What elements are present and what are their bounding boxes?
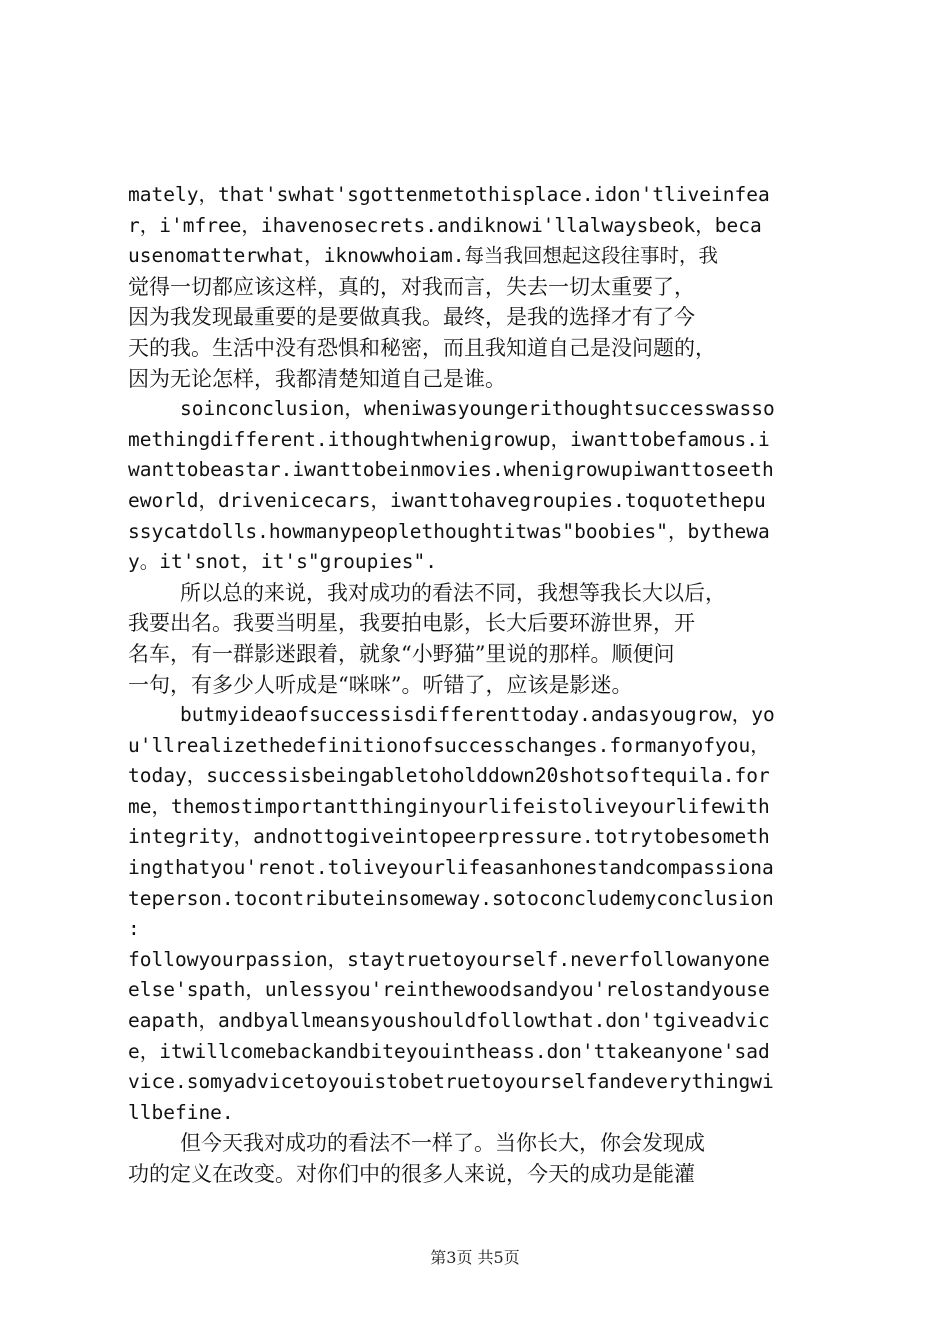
text-line: wanttobeastar.iwanttobeinmovies.whenigrowupiwanttoseeth	[128, 458, 774, 482]
text-line: 功的定义在改变。对你们中的很多人来说，今天的成功是能灌	[128, 1162, 695, 1186]
text-line: usenomatterwhat，iknowwhoiam.每当我回想起这段往事时，我	[128, 244, 718, 268]
text-line: :	[128, 917, 140, 941]
text-line: ssycatdolls.howmanypeoplethoughtitwas"boobies"，bythewa	[128, 519, 770, 543]
text-line: ingthatyou'renot.toliveyourlifeasanhonestandcompassiona	[128, 856, 774, 880]
text-line: followyourpassion，staytruetoyourself.neverfollowanyone	[128, 947, 770, 971]
text-line: teperson.tocontributeinsomeway.sotoconcludemyconclusion	[128, 886, 774, 910]
text-line: 因为我发现最重要的是要做真我。最终，是我的选择才有了今	[128, 305, 695, 330]
text-line: eworld，drivenicecars，iwanttohavegroupies.toquotethepu	[128, 488, 766, 512]
text-line: butmyideaofsuccessisdifferenttoday.andasyougrow，yo	[180, 703, 775, 727]
text-line: 一句，有多少人听成是“咪咪”。听错了，应该是影迷。	[128, 672, 633, 697]
text-line: 我要出名。我要当明星，我要拍电影，长大后要环游世界，开	[128, 611, 695, 636]
text-line: 觉得一切都应该这样，真的，对我而言，失去一切太重要了，	[128, 274, 695, 299]
text-line: llbefine.	[128, 1100, 234, 1124]
text-line: 名车，有一群影迷跟着，就象“小野猫”里说的那样。顺便问	[128, 641, 675, 666]
text-line: 天的我。生活中没有恐惧和秘密，而且我知道自己是没问题的，	[128, 335, 716, 360]
text-line: soinconclusion，wheniwasyoungerithoughtsuccesswasso	[180, 397, 775, 421]
text-line: vice.somyadvicetoyouistobetruetoyourselfandeverythingwi	[128, 1070, 774, 1094]
document-body	[128, 180, 834, 1190]
text-line: integrity，andnottogiveintopeerpressure.totrytobesometh	[128, 825, 770, 849]
text-line: else'spath，unlessyou'reinthewoodsandyou'relostandyouse	[128, 978, 770, 1002]
text-line: u'llrealizethedefinitionofsuccesschanges.formanyofyou，	[128, 733, 770, 757]
text-line: 但今天我对成功的看法不一样了。当你长大，你会发现成	[180, 1131, 705, 1156]
text-line: eapath，andbyallmeansyoushouldfollowthat.don'tgiveadvic	[128, 1009, 770, 1033]
text-line: r，i'mfree，ihavenosecrets.andiknowi'llalwaysbeok，beca	[128, 213, 762, 237]
page-footer: 第3页 共5页	[430, 1248, 520, 1267]
text-line: e，itwillcomebackandbiteyouintheass.don'ttakeanyone'sad	[128, 1039, 770, 1063]
text-line: 所以总的来说，我对成功的看法不同，我想等我长大以后，	[180, 580, 726, 605]
text-line: me，themostimportantthinginyourlifeistoliveyourlifewith	[128, 794, 770, 818]
text-line: methingdifferent.ithoughtwhenigrowup，iwanttobefamous.i	[128, 427, 770, 451]
text-line: today，successisbeingabletoholddown20shotsoftequila.for	[128, 764, 770, 788]
text-line: y。it'snot，it's"groupies".	[128, 550, 438, 574]
text-line: mately，that'swhat'sgottenmetothisplace.idon'tliveinfea	[128, 183, 770, 206]
text-line: 因为无论怎样，我都清楚知道自己是谁。	[128, 366, 506, 391]
